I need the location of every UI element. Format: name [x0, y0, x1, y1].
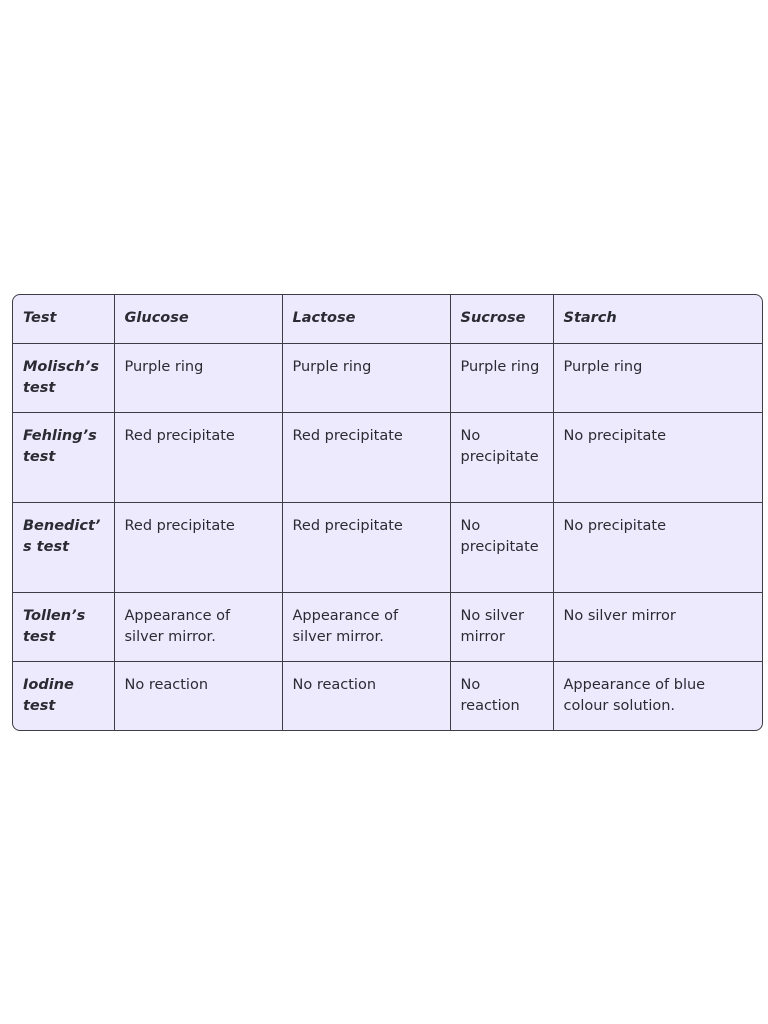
table-cell: No precipitate [553, 502, 762, 592]
header-test: Test [13, 295, 114, 343]
row-label: Fehling’s test [13, 412, 114, 502]
table-cell: Red precipitate [282, 412, 450, 502]
table-row [13, 412, 762, 502]
comparison-table [12, 294, 763, 731]
table-cell: No reaction [282, 661, 450, 730]
header-glucose: Glucose [114, 295, 282, 343]
header-lactose: Lactose [282, 295, 450, 343]
row-label: Molisch’s test [13, 343, 114, 412]
carbohydrate-tests-table [13, 295, 762, 730]
table-cell: Purple ring [553, 343, 762, 412]
table-cell: No precipitate [450, 502, 553, 592]
table-cell: Appearance of silver mirror. [282, 592, 450, 661]
header-starch: Starch [553, 295, 762, 343]
header-sucrose: Sucrose [450, 295, 553, 343]
table-row [13, 661, 762, 730]
table-row [13, 502, 762, 592]
table-cell: Purple ring [450, 343, 553, 412]
table-cell: No reaction [450, 661, 553, 730]
table-cell: Red precipitate [114, 502, 282, 592]
table-row [13, 592, 762, 661]
table-cell: Appearance of blue colour solution. [553, 661, 762, 730]
table-cell: Appearance of silver mirror. [114, 592, 282, 661]
table-cell: Red precipitate [282, 502, 450, 592]
table-cell: No precipitate [553, 412, 762, 502]
table-cell: No silver mirror [450, 592, 553, 661]
table-header-row [13, 295, 762, 343]
table-cell: No reaction [114, 661, 282, 730]
row-label: Tollen’s test [13, 592, 114, 661]
row-label: Benedict’s test [13, 502, 114, 592]
table-cell: Red precipitate [114, 412, 282, 502]
table-row [13, 343, 762, 412]
table-cell: No precipitate [450, 412, 553, 502]
row-label: Iodine test [13, 661, 114, 730]
table-cell: No silver mirror [553, 592, 762, 661]
table-cell: Purple ring [282, 343, 450, 412]
table-cell: Purple ring [114, 343, 282, 412]
